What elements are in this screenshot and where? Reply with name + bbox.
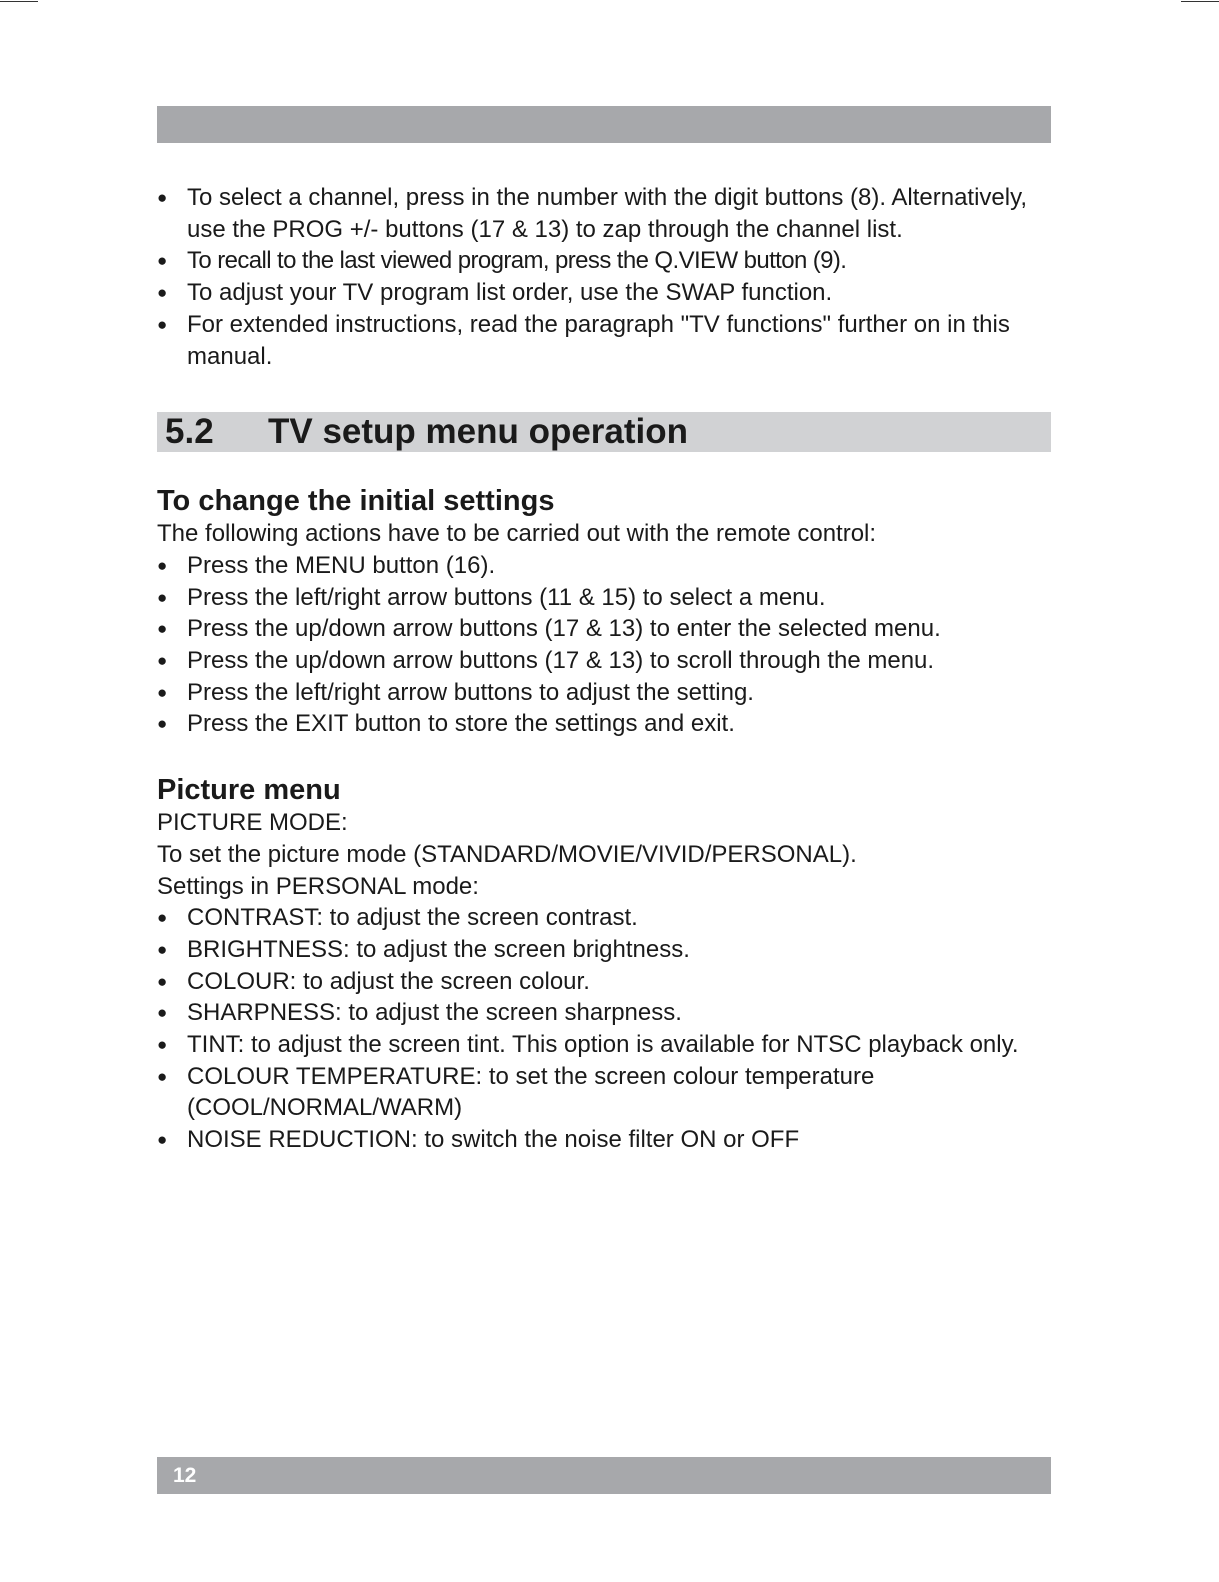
list-item: ● NOISE REDUCTION: to switch the noise filter ON or OFF bbox=[157, 1124, 1051, 1156]
list-item: ● TINT: to adjust the screen tint. This option is available for NTSC playback only. bbox=[157, 1029, 1051, 1061]
page-content bbox=[157, 182, 1051, 1156]
list-item: ● Press the EXIT button to store the settings and exit. bbox=[157, 708, 1051, 740]
list-item: ● Press the up/down arrow buttons (17 & 13) to scroll through the menu. bbox=[157, 645, 1051, 677]
list-item: ● To select a channel, press in the number with the digit buttons (8). Alternatively, use the PROG +/- buttons (17 & 13) to zap through the channel list. bbox=[157, 182, 1051, 245]
list-item: ● To adjust your TV program list order, use the SWAP function. bbox=[157, 277, 1051, 309]
list-item: ● SHARPNESS: to adjust the screen sharpness. bbox=[157, 997, 1051, 1029]
initial-settings-intro: The following actions have to be carried out with the remote control: bbox=[157, 520, 877, 548]
list-item: ● BRIGHTNESS: to adjust the screen brightness. bbox=[157, 934, 1051, 966]
section-title: TV setup menu operation bbox=[268, 412, 689, 452]
list-item: ● Press the left/right arrow buttons to adjust the setting. bbox=[157, 677, 1051, 709]
picture-settings-list bbox=[157, 902, 1051, 1156]
list-item: ● COLOUR: to adjust the screen colour. bbox=[157, 966, 1051, 998]
intro-bullet-list bbox=[157, 182, 1051, 372]
list-item: ● Press the MENU button (16). bbox=[157, 550, 1051, 582]
initial-settings-heading: To change the initial settings bbox=[157, 485, 555, 518]
section-number: 5.2 bbox=[165, 412, 214, 452]
list-item: ● Press the up/down arrow buttons (17 & 13) to enter the selected menu. bbox=[157, 613, 1051, 645]
list-item: ● COLOUR TEMPERATURE: to set the screen colour temperature (COOL/NORMAL/WARM) bbox=[157, 1061, 1051, 1124]
section-heading-bar bbox=[157, 412, 1051, 452]
crop-mark-left bbox=[0, 1, 38, 2]
initial-settings-steps bbox=[157, 550, 1051, 740]
picture-menu-heading: Picture menu bbox=[157, 774, 341, 807]
list-item: ● To recall to the last viewed program, press the Q.VIEW button (9). bbox=[157, 245, 1051, 277]
list-item: ● CONTRAST: to adjust the screen contrast. bbox=[157, 902, 1051, 934]
list-item: ● For extended instructions, read the paragraph "TV functions" further on in this manual. bbox=[157, 309, 1051, 372]
list-item: ● Press the left/right arrow buttons (11 & 15) to select a menu. bbox=[157, 582, 1051, 614]
personal-mode-label: Settings in PERSONAL mode: bbox=[157, 872, 479, 900]
picture-mode-text: To set the picture mode (STANDARD/MOVIE/VIVID/PERSONAL). bbox=[157, 840, 857, 868]
page-number: 12 bbox=[173, 1463, 197, 1487]
picture-mode-label: PICTURE MODE: bbox=[157, 809, 348, 837]
footer-bar bbox=[157, 1457, 1051, 1494]
header-bar bbox=[157, 106, 1051, 143]
crop-mark-right bbox=[1181, 1, 1219, 2]
